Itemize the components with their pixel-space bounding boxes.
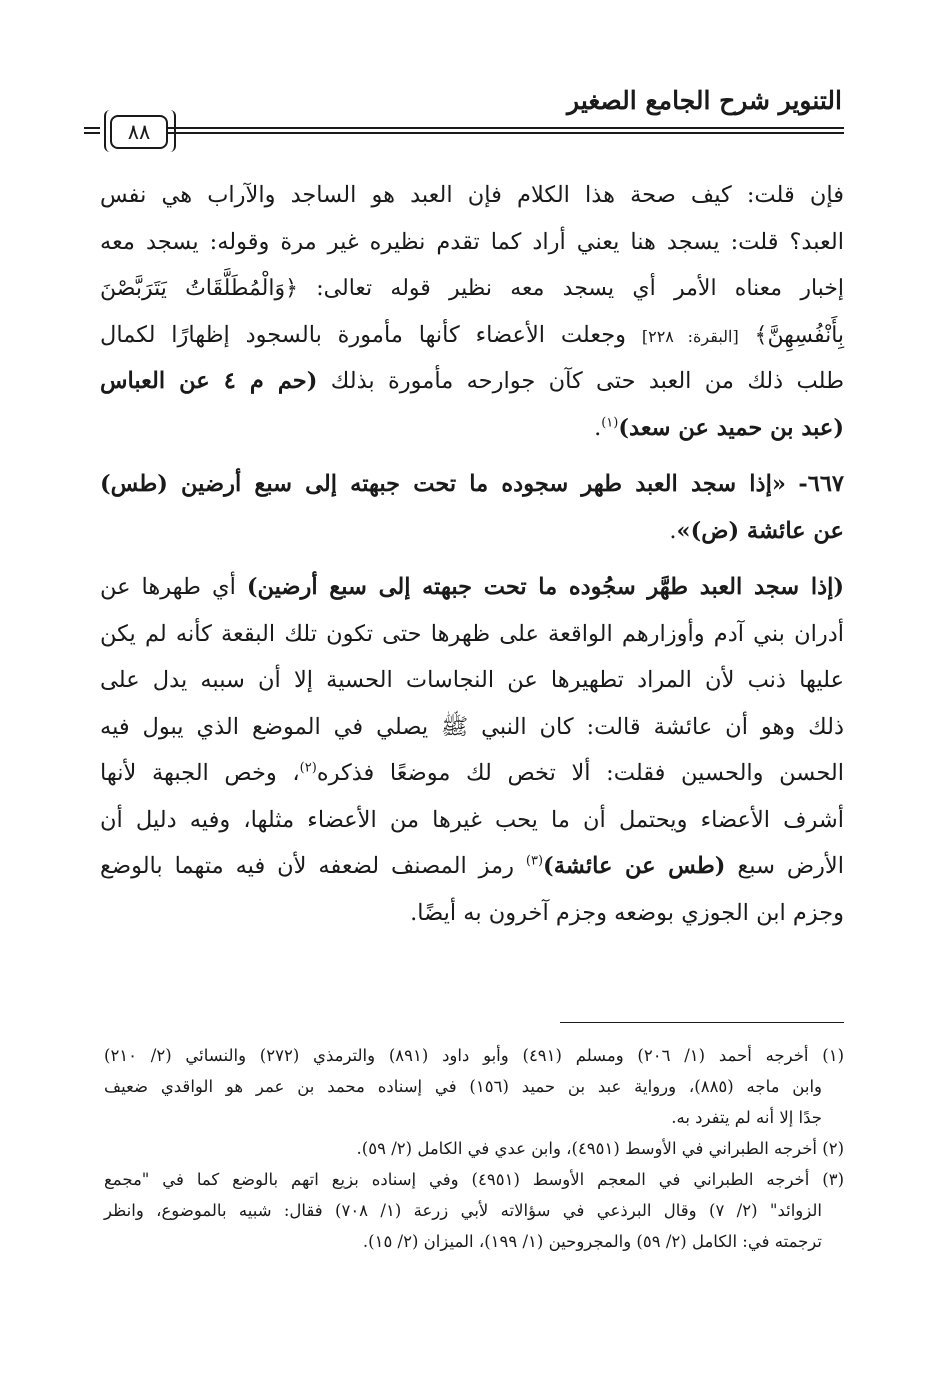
source-symbol: (طس عن عائشة) <box>543 853 726 879</box>
verse-reference: [البقرة: ٢٢٨] <box>641 326 739 346</box>
body-line: (عبد بن حميد عن سعد)$^{(١)}$. <box>594 414 844 441</box>
hadith-heading-line <box>100 461 844 508</box>
source-symbol: (حم م ٤ عن العباس <box>100 368 318 394</box>
page-number: ٨٨ <box>110 115 168 149</box>
body-line: (إذا سجد العبد طهَّر سجُوده ما تحت جبهته إلى سبع أرضين) أي طهرها عن <box>100 574 844 600</box>
footnote-ref: (٢) <box>299 760 317 776</box>
source-symbol: (عبد بن حميد عن سعد) <box>618 414 844 441</box>
footnote-line: (٣) أخرجه الطبراني في المعجم الأوسط (٤٩٥١) وفي إسناده بزيع اتهم بالوضع كما في "مجمع <box>104 1170 844 1189</box>
footnote-line: ترجمته في: الكامل (٢/ ٥٩) والمجروحين (١/ ١٩٩)، الميزان (٢/ ١٥). <box>362 1232 822 1251</box>
body-line: الأرض سبع (طس عن عائشة)$^{(٣)}$ رمز المصنف لضعفه لأن فيه متهما بالوضع <box>100 853 845 879</box>
body-line: فإن قلت: كيف صحة هذا الكلام فإن العبد هو الساجد والآراب هي نفس <box>100 182 844 208</box>
footnote-line: (١) أخرجه أحمد (١/ ٢٠٦) ومسلم (٤٩١) وأبو داود (٨٩١) والترمذي (٢٧٢) والنسائي (٢/ ٢١٠) <box>104 1046 845 1065</box>
body-line: عليها ذنب لأن المراد تطهيرها عن النجاسات الحسية إلا أن سببه يدل على <box>100 667 844 693</box>
footnote-line: وابن ماجه (٨٨٥)، ورواية عبد بن حميد (١٥٦) في إسناده محمد بن عمر هو الواقدي ضعيف <box>104 1077 822 1096</box>
header-rule-bottom <box>168 132 844 134</box>
main-text <box>100 172 844 936</box>
footnotes <box>104 1040 844 1257</box>
footnote-separator <box>560 1022 844 1023</box>
footnote-line: جدًا إلا أنه لم يتفرد به. <box>671 1108 822 1127</box>
body-line: أدران بني آدم وأوزارهم الواقعة على ظهرها حتى تكون تلك البقعة كأنه لم يكن <box>100 620 844 647</box>
hadith-text: «إذا سجد العبد طهر سجوده ما تحت جبهته إلى سبع أرضين (طس) <box>100 471 786 497</box>
hadith-number: ٦٦٧- <box>798 471 844 497</box>
footnote-ref: (١) <box>601 415 619 430</box>
footnote-line: (٢) أخرجه الطبراني في الأوسط (٤٩٥١)، وابن عدي في الكامل (٢/ ٥٩). <box>356 1139 844 1158</box>
footnote-ref: (٣) <box>525 853 544 869</box>
body-line: بِأَنْفُسِهِنَّ﴾ [البقرة: ٢٢٨] وجعلت الأعضاء كأنها مأمورة بالسجود إظهارًا لكمال <box>100 321 845 348</box>
hadith-heading-line: عن عائشة (ض)». <box>669 517 844 544</box>
body-line: العبد؟ قلت: يسجد هنا يعني أراد كما تقدم نظيره غير مرة وقوله: يسجد معه <box>100 228 844 255</box>
body-line: وجزم ابن الجوزي بوضعه وجزم آخرون به أيضًا. <box>410 899 844 926</box>
footnote-line: الزوائد" (٢/ ٧) وقال البرذعي في سؤالاته لأبي زرعة (١/ ٧٠٨) فقال: شبيه بالموضوع، وانظر <box>104 1201 822 1220</box>
quran-verse-end: بِأَنْفُسِهِنَّ﴾ <box>754 322 845 348</box>
hadith-quote: (إذا سجد العبد طهَّر سجُوده ما تحت جبهته إلى سبع أرضين) <box>246 574 844 600</box>
body-line: إخبار معناه الأمر أي يسجد معه نظير قوله تعالى: ﴿وَالْمُطَلَّقَاتُ يَتَرَبَّصْنَ <box>100 276 844 301</box>
header-rule-top <box>168 127 844 129</box>
body-line: طلب ذلك من العبد حتى كآن جوارحه مأمورة بذلك (حم م ٤ عن العباس <box>100 368 844 394</box>
body-line: الحسن والحسين فقلت: ألا تخص لك موضعًا فذكره$^{(٢)}$، وخص الجبهة لأنها <box>100 760 845 786</box>
header-rule-ornament <box>84 127 100 134</box>
running-header-title: التنوير شرح الجامع الصغير <box>567 86 842 115</box>
body-line: أشرف الأعضاء ويحتمل أن ما يحب غيرها من الأعضاء مثلها، وفيه دليل أن <box>100 806 844 833</box>
body-line: ذلك وهو أن عائشة قالت: كان النبي ﷺ يصلي في الموضع الذي يبول فيه <box>100 713 844 740</box>
